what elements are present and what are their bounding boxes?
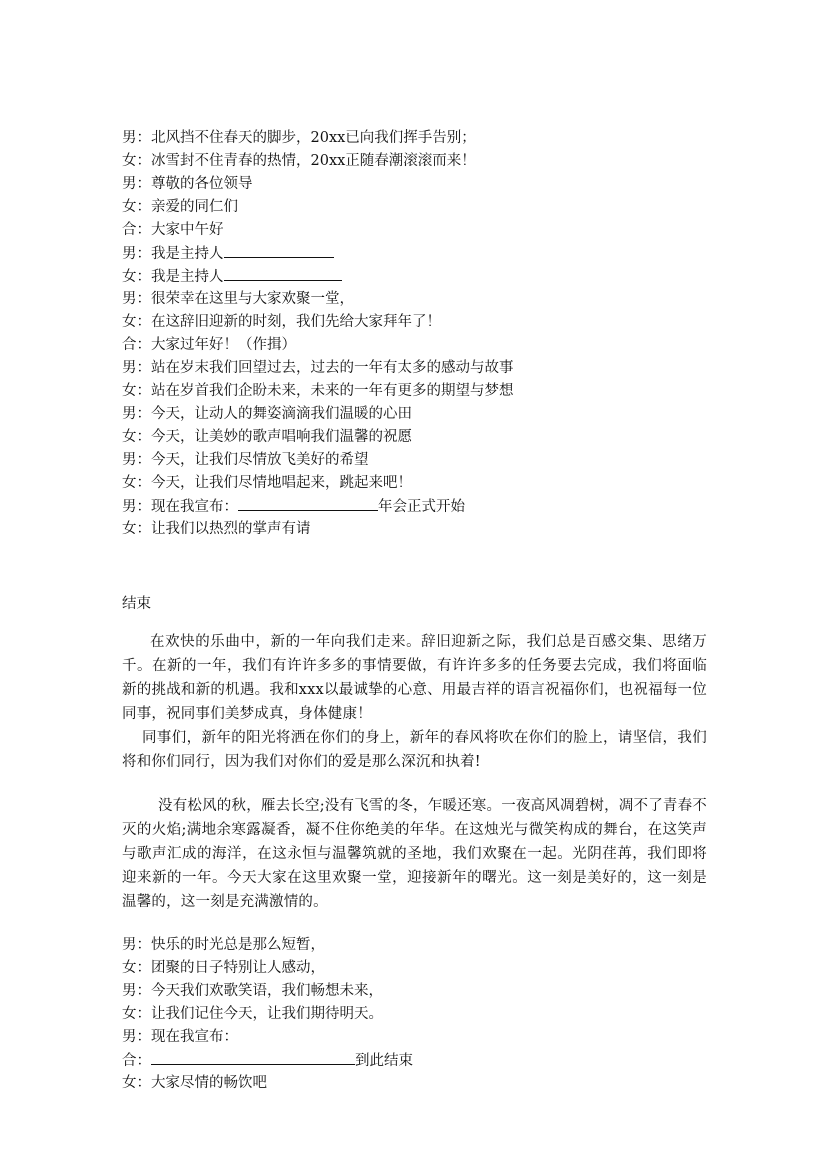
- event-name-blank: [238, 495, 378, 511]
- event-name-blank: [151, 1049, 355, 1065]
- ending-paragraph: 在欢快的乐曲中，新的一年向我们走来。辞旧迎新之际，我们总是百感交集、思绪万千。在新的一年，我们有许许多多的事情要做，有许许多多的任务要去完成，我们将面临新的挑战和新的机遇。我和xxx以最诚挚的心意、用最吉祥的语言祝福你们，也祝福每一位同事，祝同事们美梦成真，身体健康！: [122, 634, 707, 722]
- dialogue-line: 女：亲爱的同仁们: [122, 199, 238, 215]
- ending-paragraph: 同事们，新年的阳光将洒在你们的身上，新年的春风将吹在你们的脸上，请坚信，我们将和你们同行，因为我们对你们的爱是那么深沉和执着!: [122, 730, 707, 770]
- dialogue-line: 合：大家中午好: [122, 222, 224, 238]
- dialogue-line: 女：今天，让美妙的歌声唱响我们温馨的祝愿: [122, 429, 412, 445]
- dialogue-line: 女：今天，让我们尽情地唱起来，跳起来吧！: [122, 475, 412, 491]
- dialogue-line: 女：在这辞旧迎新的时刻，我们先给大家拜年了！: [122, 314, 441, 330]
- closing-dialogue: [122, 934, 707, 1095]
- dialogue-line: 女：团聚的日子特别让人感动，: [122, 960, 325, 976]
- dialogue-line: 男：今天，让动人的舞姿滴滴我们温暖的心田: [122, 406, 412, 422]
- dialogue-line: 男：今天我们欢歌笑语，我们畅想未来，: [122, 983, 383, 999]
- dialogue-line: 男：现在我宣布： 年会正式开始: [122, 495, 707, 518]
- dialogue-line: 女：我是主持人: [122, 265, 707, 288]
- dialogue-line: 男：很荣幸在这里与大家欢聚一堂，: [122, 291, 354, 307]
- dialogue-line: 男：现在我宣布：: [122, 1029, 238, 1045]
- ending-paragraph: 没有松风的秋，雁去长空;没有飞雪的冬，乍暖还寒。一夜高风凋碧树，凋不了青春不灭的火焰;满地余寒露凝香，凝不住你绝美的年华。在这烛光与微笑构成的舞台，在这笑声与歌声汇成的海洋，在这永恒与温馨筑就的圣地，我们欢聚在一起。光阴荏苒，我们即将迎来新的一年。今天大家在这里欢聚一堂，迎接新年的曙光。这一刻是美好的，这一刻是温馨的，这一刻是充满激情的。: [122, 798, 707, 910]
- dialogue-line: 男：北风挡不住春天的脚步，20xx已向我们挥手告别；: [122, 130, 476, 146]
- opening-dialogue: [122, 127, 707, 541]
- dialogue-line: 男：站在岁末我们回望过去，过去的一年有太多的感动与故事: [122, 360, 514, 376]
- dialogue-line: 男：快乐的时光总是那么短暂，: [122, 937, 325, 953]
- section-title-ending: 结束: [122, 596, 151, 612]
- dialogue-line: 合： 到此结束: [122, 1049, 707, 1072]
- dialogue-line: 女：站在岁首我们企盼未来，未来的一年有更多的期望与梦想: [122, 383, 514, 399]
- dialogue-line: 男：尊敬的各位领导: [122, 176, 253, 192]
- dialogue-line: 男：我是主持人: [122, 242, 707, 265]
- host-name-blank: [224, 265, 342, 281]
- document-page: [122, 127, 707, 1095]
- dialogue-line: 女：冰雪封不住青春的热情，20xx正随春潮滚滚而来！: [122, 153, 476, 169]
- dialogue-line: 合：大家过年好！（作揖）: [122, 337, 296, 353]
- dialogue-line: 女：让我们记住今天，让我们期待明天。: [122, 1006, 383, 1022]
- dialogue-line: 女：大家尽情的畅饮吧: [122, 1075, 267, 1091]
- dialogue-line: 女：让我们以热烈的掌声有请: [122, 521, 311, 537]
- dialogue-line: 男：今天，让我们尽情放飞美好的希望: [122, 452, 369, 468]
- host-name-blank: [224, 242, 334, 258]
